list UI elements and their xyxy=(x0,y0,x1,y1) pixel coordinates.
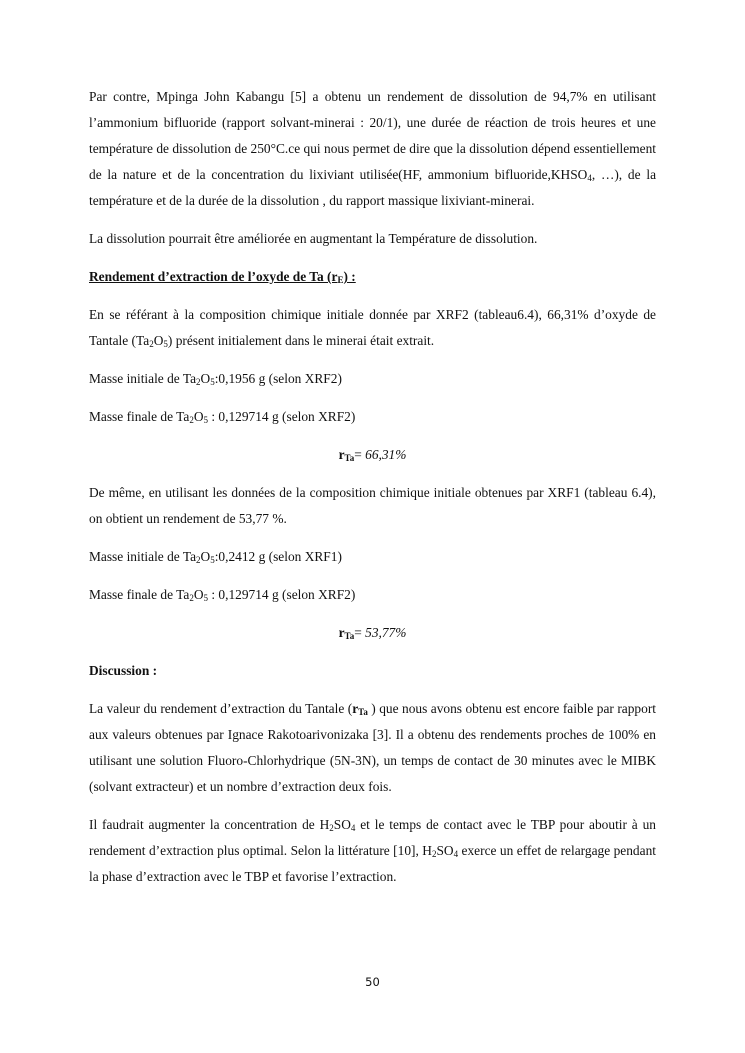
text: O xyxy=(193,409,204,424)
text: Masse finale de Ta xyxy=(89,587,190,602)
text: ) que nous avons obtenu est encore faible par rapport aux valeurs obtenues par Ignace Rakotoarivonizaka [3]. Il a obtenu des rendements proches de 100% en utilisant une solution Fluoro-Chlorhydrique (5N-3N), un temps de contact de 30 minutes avec le MIBK (solvant extracteur) et un nombre d’extraction deux fois. xyxy=(89,701,656,794)
text: SO xyxy=(333,817,351,832)
paragraph-discussion xyxy=(89,696,656,800)
subscript: 2 xyxy=(196,377,201,387)
subscript: 4 xyxy=(453,849,459,859)
mass-final-xrf2-b xyxy=(89,582,656,608)
subscript: 2 xyxy=(329,823,334,833)
text: La valeur du rendement d’extraction du Tantale ( xyxy=(89,701,353,716)
text: :0,1956 g (selon XRF2) xyxy=(214,371,342,386)
paragraph-recommendation xyxy=(89,812,656,890)
symbol: r xyxy=(338,447,345,462)
subscript: 2 xyxy=(149,339,154,349)
text: :0,2412 g (selon XRF1) xyxy=(214,549,342,564)
text: Il faudrait augmenter la concentration de H xyxy=(89,817,330,832)
subscript: E xyxy=(337,275,344,285)
text: O xyxy=(200,549,211,564)
subscript: Ta xyxy=(344,453,355,463)
value: 53,77% xyxy=(365,625,407,640)
paragraph-improvement: La dissolution pourrait être améliorée en augmentant la Température de dissolution. xyxy=(89,231,538,246)
equals: = xyxy=(354,447,366,462)
mass-initial-xrf2 xyxy=(89,366,656,392)
symbol: r xyxy=(352,701,359,716)
text: O xyxy=(193,587,204,602)
subscript: 5 xyxy=(163,339,168,349)
paragraph-xrf1: De même, en utilisant les données de la composition chimique initiale obtenues par XRF1 (tableau 6.4), on obtient un rendement de 53,77 %. xyxy=(89,485,656,526)
subscript: Ta xyxy=(358,707,368,717)
subscript: 5 xyxy=(210,377,215,387)
equals: = xyxy=(354,625,366,640)
section-heading xyxy=(89,264,656,290)
value: 66,31% xyxy=(365,447,407,462)
text: Masse initiale de Ta xyxy=(89,549,197,564)
formula-yield-1 xyxy=(89,442,656,468)
subscript: Ta xyxy=(344,631,355,641)
subscript: 5 xyxy=(203,415,208,425)
subscript: 2 xyxy=(196,555,201,565)
text: SO xyxy=(436,843,454,858)
text: , …), de la température et de la durée de la dissolution , du rapport massique lixiviant-minerai. xyxy=(89,167,657,208)
text: Masse finale de Ta xyxy=(89,409,190,424)
text: ) : xyxy=(343,269,356,284)
paragraph-xrf2 xyxy=(89,302,656,354)
text: : 0,129714 g (selon XRF2) xyxy=(208,409,356,424)
discussion-heading: Discussion : xyxy=(89,663,158,678)
subscript: 2 xyxy=(189,593,194,603)
subscript: 4 xyxy=(587,173,592,183)
symbol: r xyxy=(338,625,345,640)
text: O xyxy=(200,371,211,386)
mass-initial-xrf1 xyxy=(89,544,656,570)
subscript: 2 xyxy=(431,849,437,859)
subscript: 2 xyxy=(189,415,194,425)
text: : 0,129714 g (selon XRF2) xyxy=(208,587,356,602)
text: Par contre, Mpinga John Kabangu [5] a obtenu un rendement de dissolution de 94,7% en utilisant l’ammonium bifluoride (rapport solvant-minerai : 20/1), une durée de réaction de trois heures et une température de dissolution de 250°C.ce qui nous permet de dire que la dissolution dépend essentiellement de la nature et de la concentration du lixiviant utilisée(HF, ammonium bifluoride,KHSO xyxy=(89,89,656,182)
text: En se référant à la composition chimique initiale donnée par XRF2 (tableau6.4), 66,31% d’oxyde de Tantale (Ta xyxy=(89,307,656,348)
formula-yield-2 xyxy=(89,620,656,646)
text: Rendement d’extraction de l’oxyde de Ta (r xyxy=(89,269,338,284)
text: O xyxy=(153,333,164,348)
text: Masse initiale de Ta xyxy=(89,371,197,386)
page-number: 50 xyxy=(365,975,380,989)
mass-final-xrf2 xyxy=(89,404,656,430)
paragraph-dissolution xyxy=(89,84,656,214)
subscript: 5 xyxy=(203,593,208,603)
page-content xyxy=(89,84,656,902)
text: exerce un effet de relargage pendant la phase d’extraction avec le TBP et favorise l’extraction. xyxy=(89,843,656,884)
text: et le temps de contact avec le TBP pour aboutir à un rendement d’extraction plus optimal. Selon la littérature [10], H xyxy=(89,817,656,858)
text: ) présent initialement dans le minerai était extrait. xyxy=(167,333,435,348)
subscript: 4 xyxy=(350,823,356,833)
subscript: 5 xyxy=(210,555,215,565)
